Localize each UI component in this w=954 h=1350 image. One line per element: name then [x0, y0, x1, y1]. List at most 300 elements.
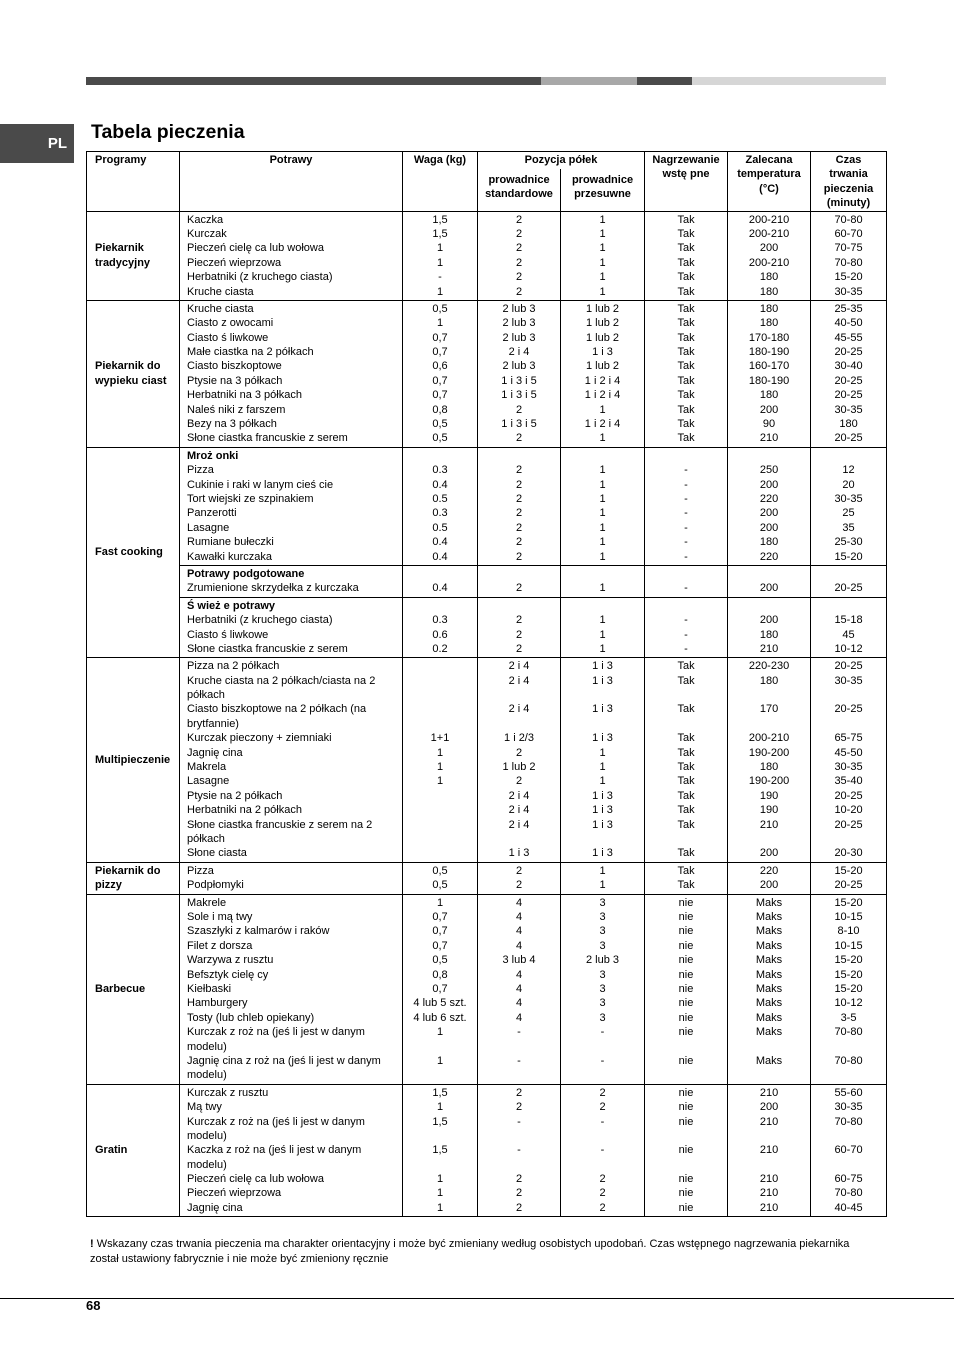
weight-value [403, 803, 477, 817]
preheat-value: - [684, 628, 688, 641]
time-cell [811, 658, 887, 863]
weight-cell [403, 447, 478, 565]
shelf-sliding-value: 1 [599, 550, 606, 563]
dish-cell [180, 565, 403, 597]
temperature-value: 170-180 [748, 331, 790, 344]
time-value: 20-25 [834, 703, 863, 716]
time-value: 45-50 [834, 746, 863, 759]
shelf-sliding-cell [561, 894, 645, 1084]
shelf-standard-value: 2 [515, 1173, 523, 1186]
temperature-value: 210 [759, 818, 779, 831]
shelf-standard-value: 2 [515, 213, 523, 226]
preheat-cell [645, 565, 728, 597]
temperature-value: 200 [759, 507, 779, 520]
weight-value: 0,7 [432, 925, 448, 938]
shelf-sliding-value: 1 i 2 i 4 [584, 418, 621, 431]
weight-value [403, 674, 477, 703]
time-value: 20-25 [834, 789, 863, 802]
temperature-value: 90 [762, 418, 776, 431]
weight-value: 0.3 [432, 507, 448, 520]
dish-name: Pizza [187, 464, 214, 477]
shelf-standard-value: 2 [515, 271, 523, 284]
shelf-standard-cell [478, 597, 561, 658]
preheat-cell [645, 1084, 728, 1217]
temperature-value: 170 [759, 703, 779, 716]
time-value: 70-80 [834, 213, 863, 226]
preheat-value: nie [678, 954, 694, 967]
preheat-value: Tak [677, 331, 695, 344]
temperature-value: 180-190 [748, 374, 790, 387]
weight-value: 0,5 [432, 302, 448, 315]
time-value: 30-40 [834, 360, 863, 373]
shelf-standard-value: 4 [515, 896, 523, 909]
footnote-text: Wskazany czas trwania pieczenia ma charakter orientacyjny i może być zmieniany według osobistych upodobań. Czas wstępnego nagrzewania piekarnika został ustawiony fabrycznie i nie może być zmieniony ręcznie [90, 1238, 850, 1265]
weight-cell [403, 1084, 478, 1217]
shelf-standard-value: 4 [515, 1011, 523, 1024]
shelf-sliding-value: - [600, 1115, 605, 1128]
subtitle-spacer [403, 449, 477, 463]
weight-value: 0,5 [432, 879, 448, 892]
subtitle-spacer [403, 567, 477, 581]
dish-name: Ciasto ś liwkowe [187, 628, 269, 641]
time-cell [811, 300, 887, 447]
header-prowadnice-standardowe: prowadnice standardowe [478, 169, 561, 211]
dish-name: Mą twy [187, 1101, 222, 1114]
preheat-value: nie [678, 997, 694, 1010]
program-name-line: Gratin [95, 1144, 128, 1157]
weight-value: 1 [436, 285, 444, 298]
shelf-standard-value: 2 [515, 614, 523, 627]
temperature-value: 210 [759, 1086, 779, 1099]
shelf-standard-value: 2 [515, 775, 523, 788]
temperature-value: 220 [759, 864, 779, 877]
shelf-standard-value: 2 lub 3 [502, 302, 536, 315]
temperature-value: 210 [759, 1173, 779, 1186]
time-value: 25-30 [834, 536, 863, 549]
table-row [87, 658, 887, 863]
weight-value: 1 [436, 1054, 444, 1067]
section-subtitle: Potrawy podgotowane [187, 567, 305, 580]
preheat-value: Tak [677, 864, 695, 877]
table-row [87, 1084, 887, 1217]
shelf-sliding-value: 1 [599, 628, 606, 641]
temperature-value: 220 [759, 550, 779, 563]
temperature-value: 200-210 [748, 213, 790, 226]
preheat-value: - [684, 582, 688, 595]
subtitle-spacer [561, 449, 644, 463]
shelf-standard-value: 2 [515, 227, 523, 240]
time-value: 45 [842, 628, 855, 641]
dish-name: Sole i mą twy [187, 911, 253, 923]
shelf-standard-value: 2 [515, 464, 523, 477]
time-value: 10-12 [834, 997, 863, 1010]
dish-name: Kruche ciasta [187, 285, 254, 298]
dish-name: Kurczak z roż na (jeś li jest w danym modelu) [187, 1115, 365, 1142]
shelf-sliding-value: 1 i 3 [592, 818, 613, 831]
shelf-sliding-value: - [600, 1054, 605, 1067]
section-subtitle: Ś wież e potrawy [187, 599, 276, 612]
preheat-value: nie [678, 1201, 694, 1214]
dish-name: Rumiane bułeczki [187, 536, 274, 549]
shelf-standard-value: 2 [515, 478, 523, 491]
preheat-value: nie [678, 1101, 694, 1114]
subtitle-spacer [478, 567, 560, 581]
program-cell [87, 447, 180, 657]
dish-name: Zrumienione skrzydełka z kurczaka [187, 582, 359, 595]
weight-value: 0,7 [432, 346, 448, 359]
weight-value: 4 lub 5 szt. [413, 997, 467, 1010]
dish-cell [180, 447, 403, 565]
temperature-value: Maks [755, 939, 783, 952]
preheat-value: nie [678, 1144, 694, 1157]
temperature-value: 210 [759, 1115, 779, 1128]
shelf-standard-cell [478, 658, 561, 863]
time-value: 60-70 [834, 227, 863, 240]
weight-value: 0,7 [432, 374, 448, 387]
temperature-value: 210 [759, 1144, 779, 1157]
time-value: 20-30 [834, 847, 863, 860]
shelf-standard-value: 2 [515, 492, 523, 505]
shelf-sliding-value: 1 i 3 [592, 789, 613, 802]
shelf-standard-value: - [517, 1115, 521, 1128]
time-value: 70-80 [834, 1115, 863, 1128]
shelf-sliding-value: 1 [599, 746, 606, 759]
weight-value: 1 [436, 1201, 444, 1214]
preheat-value: nie [678, 925, 694, 938]
header-programy: Programy [87, 152, 180, 212]
temperature-cell [728, 300, 811, 447]
preheat-value: nie [678, 1011, 694, 1024]
shelf-sliding-value: 1 [599, 256, 606, 269]
dish-name: Słone ciastka francuskie z serem [187, 432, 348, 445]
temperature-value: 210 [759, 642, 779, 655]
subtitle-spacer [728, 567, 810, 581]
shelf-standard-value: 2 [515, 242, 523, 255]
shelf-standard-value: 2 lub 3 [502, 331, 536, 344]
time-value: 20-25 [834, 389, 863, 402]
temperature-value: 200 [759, 847, 779, 860]
temperature-value: 210 [759, 1187, 779, 1200]
preheat-cell [645, 894, 728, 1084]
shelf-sliding-value: 3 [599, 982, 606, 995]
dish-name: Naleś niki z farszem [187, 403, 286, 416]
time-value: 20-25 [834, 432, 863, 445]
shelf-standard-value: 2 [515, 432, 523, 445]
program-cell [87, 862, 180, 894]
temperature-value: 180-190 [748, 346, 790, 359]
shelf-standard-value: 2 [515, 628, 523, 641]
time-value: 20-25 [834, 660, 863, 673]
weight-value: 0,8 [432, 403, 448, 416]
dish-name: Tort wiejski ze szpinakiem [187, 492, 314, 505]
time-value: 10-15 [834, 939, 863, 952]
preheat-value: nie [678, 939, 694, 952]
shelf-sliding-value: 1 [599, 614, 606, 627]
shelf-standard-value: 1 i 3 [508, 847, 530, 860]
temperature-value: 210 [759, 432, 779, 445]
weight-value [403, 846, 477, 860]
weight-value: 1+1 [430, 732, 450, 745]
weight-value: 0,6 [432, 360, 448, 373]
temperature-value: Maks [755, 911, 783, 923]
shelf-standard-value: 2 [515, 550, 523, 563]
time-value: 60-70 [834, 1144, 863, 1157]
temperature-cell [728, 597, 811, 658]
dish-name: Kurczak z roż na (jeś li jest w danym modelu) [187, 1026, 365, 1053]
weight-value [403, 702, 477, 731]
temperature-value: 200 [759, 242, 779, 255]
shelf-standard-value: 2 [515, 642, 523, 655]
preheat-value: Tak [677, 302, 695, 315]
weight-value: 1 [436, 896, 444, 909]
weight-value [403, 659, 477, 673]
weight-value: 0.6 [432, 628, 448, 641]
weight-value: 1,5 [432, 213, 448, 226]
shelf-standard-value: 2 [515, 1101, 523, 1114]
shelf-standard-value: 2 [515, 1086, 523, 1099]
weight-value: 0.3 [432, 614, 448, 627]
time-value: 30-35 [834, 1101, 863, 1114]
weight-value: 0,7 [432, 331, 448, 344]
shelf-sliding-value: 3 [599, 939, 606, 952]
preheat-value: Tak [677, 213, 695, 226]
time-value: 20-25 [834, 374, 863, 387]
dish-name: Ptysie na 3 półkach [187, 374, 283, 387]
shelf-sliding-value: 1 [599, 507, 606, 520]
shelf-sliding-value: 1 lub 2 [585, 360, 620, 373]
time-value: 35 [842, 521, 855, 534]
weight-value: 0.5 [432, 492, 448, 505]
bottom-rule [0, 1298, 954, 1299]
temperature-value: 200 [759, 1101, 779, 1114]
weight-value: 0.3 [432, 464, 448, 477]
time-cell [811, 447, 887, 565]
dish-name: Herbatniki na 2 półkach [187, 804, 302, 817]
header-potrawy: Potrawy [180, 152, 403, 212]
shelf-standard-value: 2 [515, 507, 523, 520]
preheat-value: Tak [677, 242, 695, 255]
dish-name: Ciasto ś liwkowe [187, 331, 269, 344]
dish-name: Kurczak z rusztu [187, 1086, 269, 1099]
program-name-line: Fast cooking [95, 546, 163, 559]
weight-value: 1 [436, 242, 444, 255]
shelf-standard-cell [478, 565, 561, 597]
subtitle-spacer [811, 449, 886, 463]
time-value: 10-12 [834, 642, 863, 655]
dish-name: Słone ciasta [187, 847, 247, 860]
temperature-value: 200-210 [748, 256, 790, 269]
preheat-value: Tak [677, 403, 695, 416]
weight-value: 0,5 [432, 432, 448, 445]
shelf-standard-value: 2 [515, 1187, 523, 1200]
preheat-value: Tak [677, 732, 695, 745]
time-value: 20-25 [834, 582, 863, 595]
dish-cell [180, 1084, 403, 1217]
time-cell [811, 1084, 887, 1217]
dish-name: Kaczka z roż na (jeś li jest w danym modelu) [187, 1144, 362, 1171]
dish-name: Befsztyk cielę cy [187, 968, 269, 981]
shelf-sliding-value: 1 [599, 582, 606, 595]
dish-name: Jagnię cina [187, 1201, 243, 1214]
shelf-sliding-value: 2 [599, 1173, 606, 1186]
shelf-standard-value: 2 i 4 [508, 674, 530, 687]
shelf-sliding-value: 3 [599, 968, 606, 981]
shelf-standard-value: 1 i 3 i 5 [501, 418, 537, 431]
preheat-value: nie [678, 1054, 694, 1067]
shelf-standard-value: 2 [515, 521, 523, 534]
shelf-sliding-value: - [600, 1026, 605, 1039]
shelf-sliding-value: 3 [599, 911, 606, 923]
dish-name: Jagnię cina [187, 746, 243, 759]
temperature-cell [728, 565, 811, 597]
header-nagrzewanie: Nagrzewanie wstę pne [645, 152, 728, 212]
shelf-sliding-value: 1 i 3 [592, 732, 613, 745]
dish-name: Kawałki kurczaka [187, 550, 272, 563]
weight-value: 0.2 [432, 642, 448, 655]
weight-value: 0,5 [432, 418, 448, 431]
shelf-sliding-cell [561, 1084, 645, 1217]
dish-name: Pieczeń cielę ca lub wołowa [187, 1173, 324, 1186]
weight-value: 1 [436, 1026, 444, 1039]
shelf-sliding-value: 3 [599, 997, 606, 1010]
weight-value: 0.4 [432, 478, 448, 491]
shelf-standard-value: - [517, 1026, 521, 1039]
dish-name: Panzerotti [187, 507, 237, 520]
temperature-value: 180 [759, 761, 779, 774]
preheat-value: - [684, 642, 688, 655]
top-bar-dark-segment-2 [637, 77, 692, 85]
dish-cell [180, 894, 403, 1084]
header-prowadnice-przesuwne: prowadnice przesuwne [561, 169, 645, 211]
time-value: 20-25 [834, 346, 863, 359]
dish-name: Pieczeń cielę ca lub wołowa [187, 242, 324, 255]
shelf-standard-value: 4 [515, 968, 523, 981]
preheat-value: Tak [677, 674, 695, 687]
time-cell [811, 894, 887, 1084]
subtitle-spacer [728, 449, 810, 463]
table-row [87, 211, 887, 300]
shelf-sliding-value: 1 i 3 [592, 847, 613, 860]
dish-cell [180, 862, 403, 894]
program-cell [87, 211, 180, 300]
temperature-value: 180 [759, 302, 779, 315]
table-row [87, 597, 887, 658]
shelf-sliding-value: 1 lub 2 [585, 317, 620, 330]
dish-name: Ptysie na 2 półkach [187, 789, 283, 802]
shelf-sliding-value: 1 i 3 [592, 674, 613, 687]
shelf-sliding-value: 1 [599, 432, 606, 445]
preheat-value: Tak [677, 418, 695, 431]
temperature-cell [728, 211, 811, 300]
temperature-value: Maks [755, 1054, 783, 1067]
shelf-sliding-value: 1 i 2 i 4 [584, 389, 621, 402]
header-waga: Waga (kg) [403, 152, 478, 212]
temperature-value: 180 [759, 389, 779, 402]
preheat-value: - [684, 507, 688, 520]
time-value: 25 [842, 507, 855, 520]
temperature-value: 200-210 [748, 227, 790, 240]
weight-value: 0,7 [432, 911, 448, 923]
time-value: 70-80 [834, 1054, 863, 1067]
subtitle-spacer [561, 567, 644, 581]
weight-value [403, 789, 477, 803]
dish-name: Jagnię cina z roż na (jeś li jest w danym modelu) [187, 1054, 381, 1082]
shelf-standard-value: 2 [515, 746, 523, 759]
shelf-sliding-value: 2 [599, 1201, 606, 1214]
time-value: 15-20 [834, 968, 863, 981]
subtitle-spacer [728, 599, 810, 613]
shelf-standard-value: 4 [515, 939, 523, 952]
shelf-standard-value: 2 i 4 [508, 660, 530, 673]
temperature-value: 180 [759, 536, 779, 549]
program-name-line: Piekarnik do [95, 360, 161, 373]
weight-value: 1,5 [432, 1115, 448, 1128]
time-value: 30-35 [834, 761, 863, 774]
dish-name: Hamburgery [187, 997, 248, 1010]
time-value: 40-50 [834, 317, 863, 330]
temperature-value: 180 [759, 285, 779, 298]
page-title: Tabela pieczenia [91, 121, 245, 143]
shelf-sliding-value: 1 [599, 271, 606, 284]
dish-name: Pizza [187, 864, 214, 877]
preheat-value: Tak [677, 432, 695, 445]
weight-cell [403, 211, 478, 300]
weight-value: 0,7 [432, 982, 448, 995]
dish-name: Cukinie i raki w lanym cieś cie [187, 478, 334, 491]
weight-value: - [438, 271, 442, 284]
shelf-sliding-cell [561, 862, 645, 894]
temperature-value: Maks [755, 925, 783, 938]
shelf-sliding-value: 1 [599, 775, 606, 788]
preheat-value: nie [678, 1086, 694, 1099]
preheat-value: nie [678, 1173, 694, 1186]
time-cell [811, 862, 887, 894]
temperature-value: 200 [759, 403, 779, 416]
preheat-value: nie [678, 1187, 694, 1200]
time-value: 8-10 [837, 925, 860, 938]
shelf-sliding-value: 1 [599, 464, 606, 477]
time-value: 70-75 [834, 242, 863, 255]
program-name-line: wypieku ciast [95, 374, 167, 387]
temperature-cell [728, 894, 811, 1084]
temperature-value: Maks [755, 997, 783, 1010]
shelf-standard-value: 1 i 3 i 5 [501, 374, 537, 387]
dish-name: Herbatniki (z kruchego ciasta) [187, 271, 333, 284]
shelf-sliding-cell [561, 447, 645, 565]
shelf-sliding-cell [561, 565, 645, 597]
time-value: 15-20 [834, 864, 863, 877]
top-bar-dark-segment [86, 77, 541, 85]
weight-value: 4 lub 6 szt. [413, 1011, 467, 1024]
preheat-value: - [684, 536, 688, 549]
dish-name: Pieczeń wieprzowa [187, 1187, 282, 1200]
weight-value: 1 [436, 317, 444, 330]
preheat-value: Tak [677, 818, 695, 831]
preheat-value: Tak [677, 879, 695, 892]
program-name-line: tradycyjny [95, 256, 151, 269]
shelf-standard-value: 4 [515, 911, 523, 923]
footnote [90, 1237, 880, 1267]
temperature-cell [728, 862, 811, 894]
preheat-value: nie [678, 1115, 694, 1128]
preheat-value: Tak [677, 746, 695, 759]
table-row [87, 300, 887, 447]
shelf-sliding-value: 1 [599, 761, 606, 774]
weight-value: 1 [436, 746, 444, 759]
section-subtitle: Mroż onki [187, 449, 239, 462]
weight-value: 0,5 [432, 864, 448, 877]
footnote-mark: ! [90, 1238, 94, 1250]
